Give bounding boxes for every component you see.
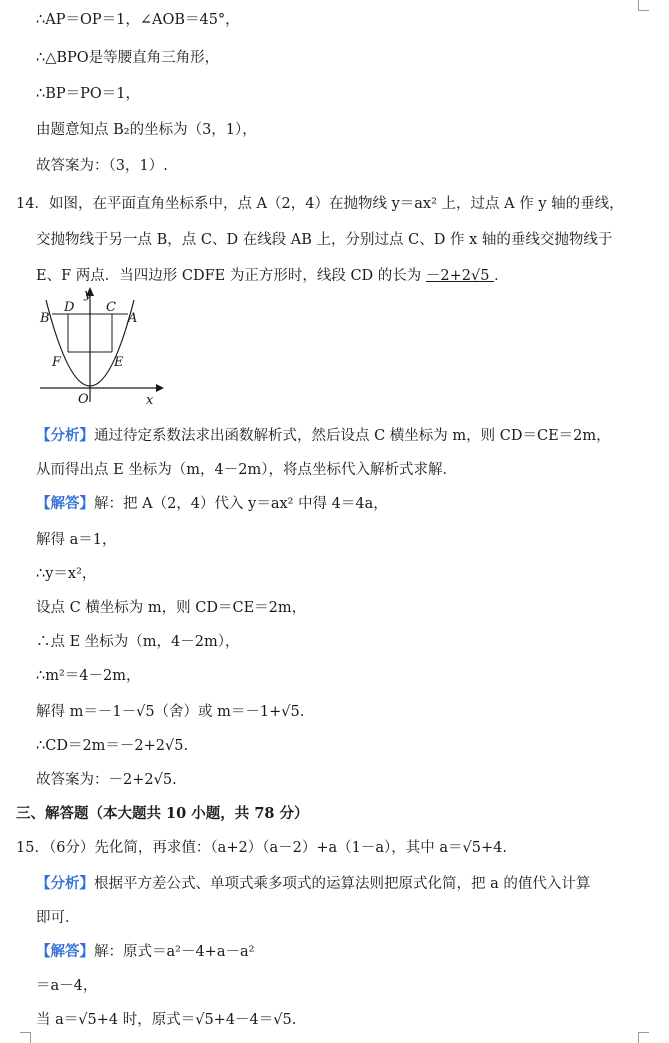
text-line: ∴BP＝PO＝1， xyxy=(36,86,141,102)
text-line: ∴△BPO是等腰直角三角形， xyxy=(36,50,220,66)
label-f: F xyxy=(52,355,62,370)
question-15-line: 15．（6分）先化简，再求值：（a+2）（a－2）+a（1－a），其中 a＝√5+4. xyxy=(16,840,507,856)
text-line: ∴y＝x²， xyxy=(36,566,97,582)
corner-mark xyxy=(638,0,649,11)
label-b: B xyxy=(40,311,50,326)
analysis-line xyxy=(36,874,590,894)
label-a: A xyxy=(128,311,138,326)
corner-mark xyxy=(20,1032,31,1043)
text-segment: 通过待定系数法求出函数解析式，然后设点 C 横坐标为 m，则 CD＝CE＝2m， xyxy=(94,428,611,444)
text-segment: 解：原式＝a²－4+a－a² xyxy=(94,944,255,960)
text-line: 故答案为：－2+2√5. xyxy=(36,772,177,788)
text-line: 当 a＝√5+4 时，原式＝√5+4－4＝√5. xyxy=(36,1012,297,1028)
label-y: y xyxy=(84,287,92,302)
label-d: D xyxy=(64,300,75,315)
text-line: ∴m²＝4－2m， xyxy=(36,668,141,684)
label-o: O xyxy=(78,392,89,407)
analysis-tag: 【分析】 xyxy=(36,875,94,892)
parabola-figure xyxy=(28,282,168,408)
text-line: 交抛物线于另一点 B，点 C、D 在线段 AB 上，分别过点 C、D 作 x 轴的垂线交抛物线于 xyxy=(36,232,613,248)
text-line: 由题意知点 B₂的坐标为（3，1）， xyxy=(36,122,257,138)
corner-mark xyxy=(638,1032,649,1043)
text-line: ∴点 E 坐标为（m，4－2m）， xyxy=(36,634,240,650)
answer-blank: －2+2√5 xyxy=(425,268,495,284)
x-axis-arrow xyxy=(156,384,164,392)
text-line: 从而得出点 E 坐标为（m，4－2m），将点坐标代入解析式求解． xyxy=(36,462,458,478)
label-c: C xyxy=(106,300,116,315)
text-segment: 解：把 A（2，4）代入 y＝ax² 中得 4＝4a， xyxy=(94,496,388,512)
text-line: 解得 m＝－1－√5（舍）或 m＝－1+√5. xyxy=(36,704,305,720)
solution-tag: 【解答】 xyxy=(36,495,94,512)
label-x: x xyxy=(146,393,154,408)
text-segment: ． xyxy=(494,268,509,284)
text-line: ∴AP＝OP＝1，∠AOB＝45°， xyxy=(36,12,240,28)
text-line: 设点 C 横坐标为 m，则 CD＝CE＝2m， xyxy=(36,600,307,616)
label-e: E xyxy=(114,355,124,370)
solution-line xyxy=(36,942,254,962)
text-line: 故答案为：（3，1）. xyxy=(36,158,168,174)
text-line: ＝a－4， xyxy=(36,978,98,994)
text-line: 即可． xyxy=(36,910,80,926)
solution-tag: 【解答】 xyxy=(36,943,94,960)
text-line: ∴CD＝2m＝－2+2√5. xyxy=(36,738,189,754)
section-heading: 三、解答题（本大题共 10 小题，共 78 分） xyxy=(16,805,309,822)
analysis-tag: 【分析】 xyxy=(36,427,94,444)
text-segment: 根据平方差公式、单项式乘多项式的运算法则把原式化简，把 a 的值代入计算 xyxy=(94,876,591,892)
text-line: 解得 a＝1， xyxy=(36,532,117,548)
solution-line xyxy=(36,494,388,514)
text-segment: E、F 两点．当四边形 CDFE 为正方形时，线段 CD 的长为 xyxy=(36,268,426,284)
analysis-line xyxy=(36,426,611,446)
question-14-line: 14．如图，在平面直角坐标系中，点 A（2，4）在抛物线 y＝ax² 上，过点 A 作 y 轴的垂线， xyxy=(16,196,624,212)
